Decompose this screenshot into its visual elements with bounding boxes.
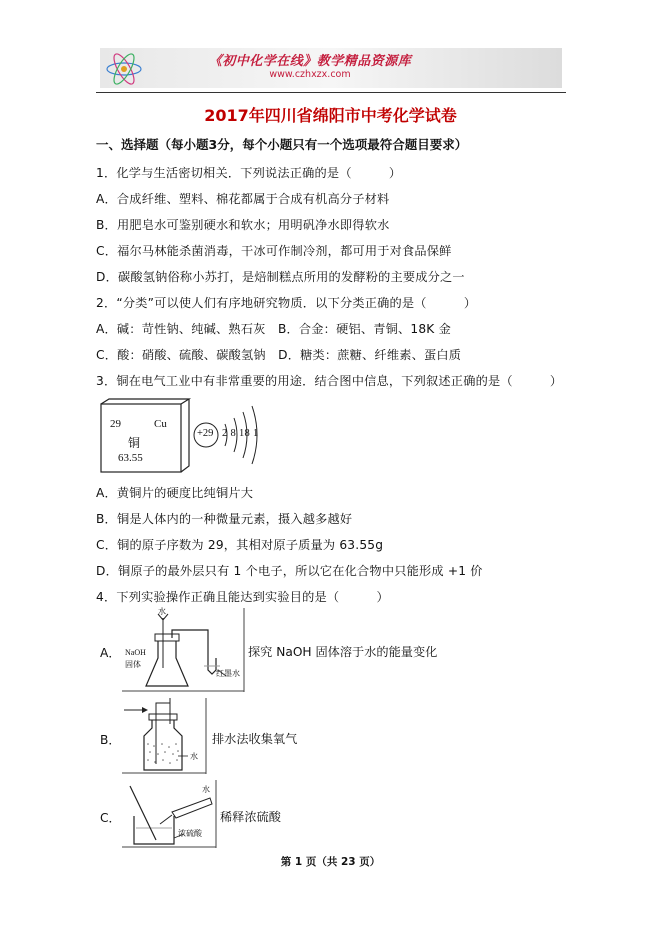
q4-option-c-label: C． [100,811,121,825]
element-number: 29 [110,418,121,430]
q4b-water-label: 水 [190,752,198,761]
q1-option-c: C．福尔马林能杀菌消毒，干冰可作制冷剂，都可用于对食品保鲜 [96,244,452,258]
q2-stem: 2．“分类”可以使人们有序地研究物质．以下分类正确的是（ ） [96,296,477,310]
atom-nucleus: +29 [197,428,214,439]
section-heading: 一、选择题（每小题3分，每个小题只有一个选项最符合题目要求） [96,137,468,152]
q3-stem: 3．铜在电气工业中有非常重要的用途．结合图中信息，下列叙述正确的是（ ） [96,374,563,388]
q4-stem: 4．下列实验操作正确且能达到实验目的是（ ） [96,590,389,604]
q4-option-a-text: 探究 NaOH 固体溶于水的能量变化 [248,645,438,659]
q4a-water-label: 水 [158,607,166,616]
banner-url[interactable]: www.czhxzx.com [269,69,351,80]
q3-option-c: C．铜的原子序数为 29，其相对原子质量为 63.55g [96,538,384,552]
q4-option-c-text: 稀释浓硫酸 [220,810,281,824]
q4a-ink-label: 红墨水 [216,669,240,678]
element-name: 铜 [128,436,141,450]
q4-option-b-label: B． [100,733,121,747]
page-footer: 第 1 页（共 23 页） [280,856,381,868]
q4-option-b-figure [122,698,208,774]
banner-title: 《初中化学在线》教学精品资源库 [208,54,412,69]
q4a-solid-label: 固体 [125,660,141,669]
atom-shells: 2 8 18 1 [222,428,259,439]
q3-option-a: A．黄铜片的硬度比纯铜片大 [96,486,254,500]
q2-options-cd: C．酸：硝酸、硫酸、碳酸氢钠 D．糖类：蔗糖、纤维素、蛋白质 [96,348,462,362]
q4a-naoh-label: NaOH [125,648,146,657]
q1-stem: 1．化学与生活密切相关．下列说法正确的是（ ） [96,166,402,180]
q4-option-b-text: 排水法收集氧气 [212,732,298,746]
q3-option-d: D．铜原子的最外层只有 1 个电子，所以它在化合物中只能形成 +1 价 [96,564,483,578]
q4c-water-label: 水 [202,785,210,794]
q4-option-a-label: A． [100,646,121,660]
q1-option-a: A．合成纤维、塑料、棉花都属于合成有机高分子材料 [96,192,390,206]
q4c-acid-label: 浓硫酸 [178,829,202,838]
element-symbol: Cu [154,418,167,430]
q3-option-b: B．铜是人体内的一种微量元素，摄入越多越好 [96,512,353,526]
q1-option-b: B．用肥皂水可鉴别硬水和软水；用明矾净水即得软水 [96,218,390,232]
page-title: 2017年四川省绵阳市中考化学试卷 [204,106,457,125]
q2-options-ab: A．碱：苛性钠、纯碱、熟石灰 B．合金：硬铝、青铜、18K 金 [96,322,451,336]
element-mass: 63.55 [118,452,143,464]
q1-option-d: D．碳酸氢钠俗称小苏打，是焙制糕点所用的发酵粉的主要成分之一 [96,270,465,284]
header-divider [96,92,566,93]
